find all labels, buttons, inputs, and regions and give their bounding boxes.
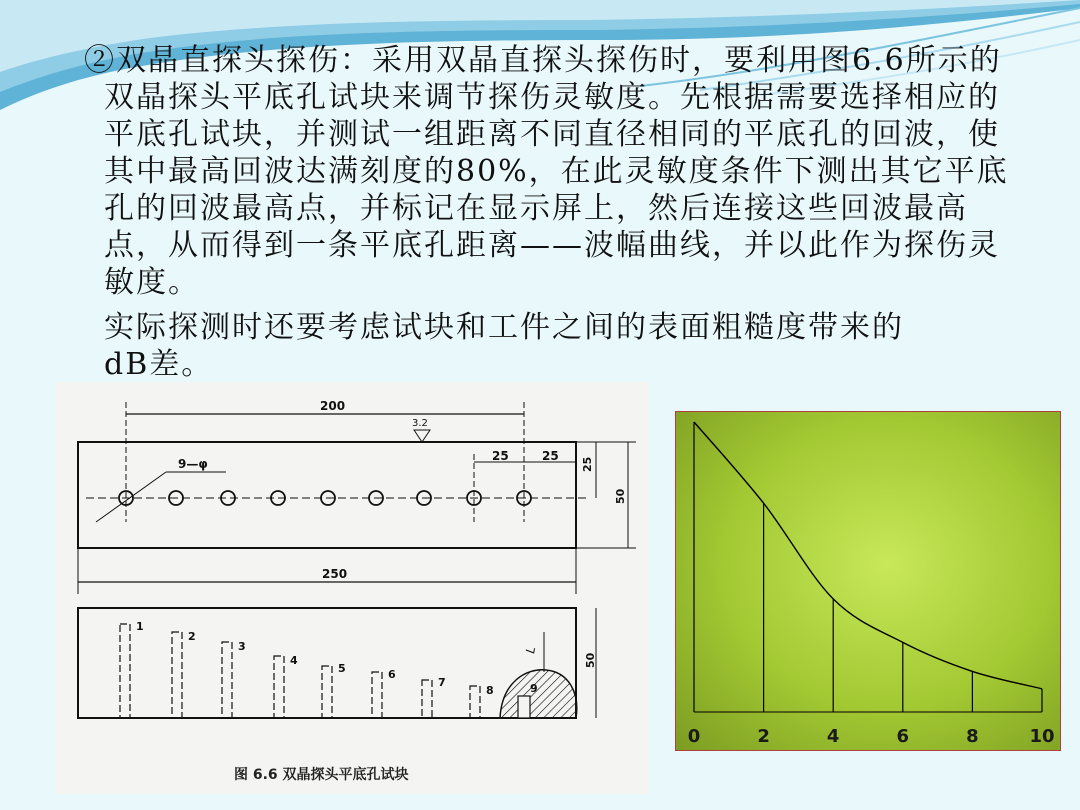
- x-tick-label-6: 6: [896, 726, 910, 747]
- side-hole-numbers: [136, 620, 538, 697]
- side-hole-num-7: 7: [438, 676, 446, 689]
- side-hole-num-5: 5: [338, 662, 346, 675]
- x-tick-label-8: 8: [966, 726, 979, 747]
- paragraph-surface-roughness-line2: dB差。: [104, 347, 214, 382]
- side-hole-num-6: 6: [388, 668, 396, 681]
- side-holes: [120, 624, 480, 718]
- side-hole-num-2: 2: [188, 630, 196, 643]
- paragraph-double-crystal-probe: ②双晶直探头探伤：采用双晶直探头探伤时，要利用图6.6所示的双晶探头平底孔试块来调节探伤灵敏度。先根据需要选择相应的平底孔试块，并测试一组距离不同直径相同的平底孔的回波，使其中最高回波达满刻度的80%，在此灵敏度条件下测出其它平底孔的回波最高点，并标记在显示屏上，然后连接这些回波最高点，从而得到一条平底孔距离——波幅曲线，并以此作为探伤灵敏度。: [84, 43, 1009, 300]
- side-hole-4: [274, 656, 284, 718]
- side-hole-7: [422, 680, 432, 718]
- test-block-drawing: [56, 382, 648, 794]
- side-hole-3: [222, 642, 232, 718]
- distance-amplitude-chart: [675, 411, 1061, 751]
- side-hole-num-4: 4: [290, 654, 298, 667]
- hole-count-label: 9—φ: [178, 457, 208, 471]
- figure-caption: 图 6.6 双晶探头平底孔试块: [234, 767, 409, 783]
- side-hole-num-3: 3: [238, 640, 246, 653]
- dac-svg: [676, 412, 1060, 750]
- roughness-label: 3.2: [412, 418, 428, 429]
- side-hole-num-1: 1: [136, 620, 144, 633]
- section-detail-hole: [518, 696, 530, 718]
- dim-25a-label: 25: [492, 449, 509, 463]
- test-block-svg: [56, 382, 648, 794]
- block-side-view: [78, 608, 576, 718]
- side-hole-6: [372, 672, 382, 718]
- depth-label: L: [523, 645, 539, 655]
- dim-25v-label: 25: [581, 456, 594, 472]
- roughness-symbol: [414, 430, 430, 442]
- section-detail-outline: [500, 670, 577, 718]
- hole-leader-d: [96, 472, 166, 522]
- x-tick-labels: [688, 726, 1055, 747]
- side-hole-8: [470, 686, 480, 718]
- paragraph-surface-roughness-line1: 实际探测时还要考虑试块和工件之间的表面粗糙度带来的: [104, 310, 904, 345]
- hole-row: [119, 491, 531, 505]
- x-tick-label-4: 4: [826, 726, 840, 747]
- side-hole-1: [120, 624, 130, 718]
- dim-50-bottom-label: 50: [584, 652, 597, 668]
- x-tick-label-2: 2: [757, 726, 770, 747]
- dim-50-top-label: 50: [614, 488, 627, 504]
- dim-250-label: 250: [322, 567, 348, 581]
- x-tick-label-0: 0: [687, 726, 701, 747]
- side-hole-5: [322, 666, 332, 718]
- slide-body-text: [84, 42, 1024, 383]
- echo-lines-group: [694, 422, 1042, 712]
- paragraph-surface-roughness: [84, 309, 1024, 383]
- x-tick-label-10: 10: [1029, 726, 1055, 747]
- dim-25b-label: 25: [542, 449, 559, 463]
- side-hole-num-8: 8: [486, 684, 494, 697]
- side-hole-2: [172, 632, 182, 718]
- dim-200-label: 200: [320, 399, 346, 413]
- dac-curve: [694, 422, 1042, 689]
